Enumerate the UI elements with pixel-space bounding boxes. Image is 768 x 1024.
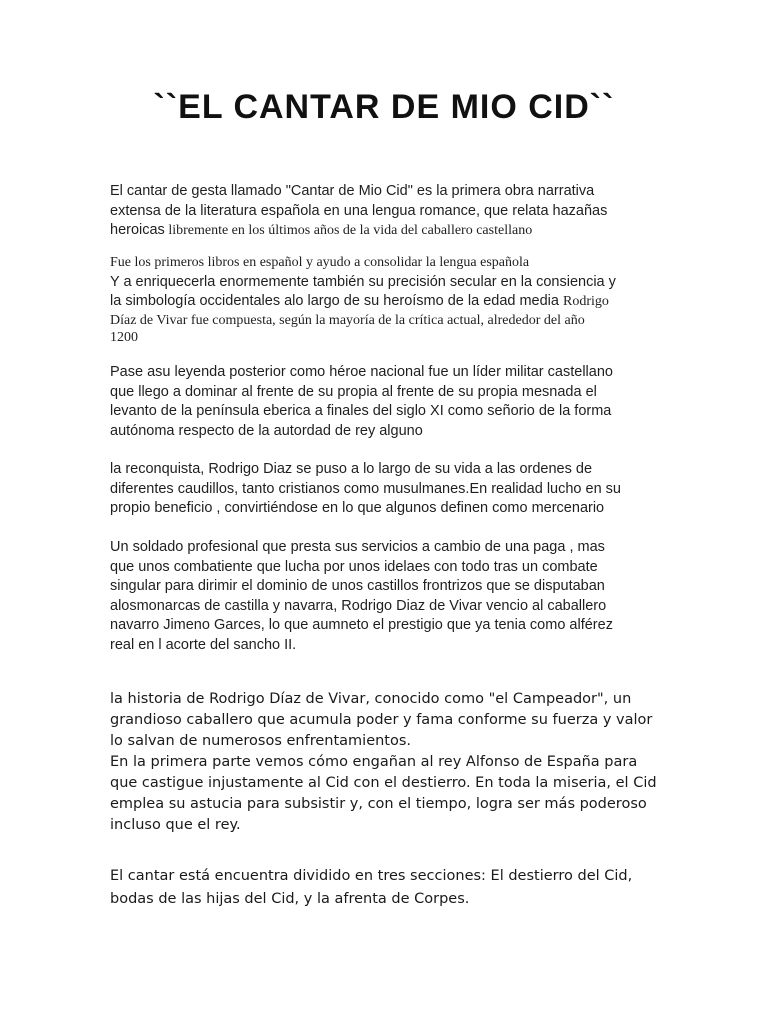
text-line: que llego a dominar al frente de su propia al frente de su propia mesnada el: [110, 383, 597, 400]
paragraph-soldier: [110, 538, 660, 655]
text-line: bodas de las hijas del Cid, y la afrenta de Corpes.: [110, 891, 470, 907]
text-line: El cantar está encuentra dividido en tres secciones: El destierro del Cid,: [110, 868, 633, 884]
text-line: navarro Jimeno Garces, lo que aumneto el prestigio que ya tenia como alférez: [110, 617, 613, 633]
text-line: Fue los primeros libros en español y ayudo a consolidar la lengua española: [110, 255, 530, 270]
paragraph-legend: [110, 363, 660, 441]
text-line: la historia de Rodrigo Díaz de Vivar, conocido como "el Campeador", un: [110, 691, 632, 707]
text-line: alosmonarcas de castilla y navarra, Rodrigo Diaz de Vivar vencio al caballero: [110, 597, 607, 614]
paragraph-intro: [110, 182, 660, 241]
text-span-serif: Rodrigo: [563, 294, 609, 309]
text-line: En la primera parte vemos cómo engañan al rey Alfonso de España para: [110, 754, 638, 770]
text-line: que unos combatiente que lucha por unos idelaes con todo tras un combate: [110, 558, 598, 575]
text-line: levanto de la península eberica a finales del siglo XI como señorio de la forma: [110, 403, 612, 419]
document-title: ``EL CANTAR DE MIO CID``: [153, 88, 615, 126]
text-line: emplea su astucia para subsistir y, con el tiempo, logra ser más poderoso: [110, 796, 647, 812]
text-line: autónoma respecto de la autordad de rey alguno: [110, 422, 423, 439]
paragraph-origins: [110, 253, 660, 346]
text-span-serif: libremente en los últimos años de la vida del caballero castellano: [164, 223, 533, 238]
paragraph-sections: [110, 865, 660, 911]
paragraph-reconquista: [110, 460, 660, 519]
text-line: propio beneficio , convirtiéndose en lo que algunos definen como mercenario: [110, 500, 605, 516]
text-line-mixed: [110, 221, 660, 241]
text-line: real en l acorte del sancho II.: [110, 636, 297, 653]
text-line: lo salvan de numerosos enfrentamientos.: [110, 733, 412, 749]
text-line: la reconquista, Rodrigo Diaz se puso a lo largo de su vida a las ordenes de: [110, 461, 593, 477]
text-line: El cantar de gesta llamado "Cantar de Mio Cid" es la primera obra narrativa: [110, 183, 595, 199]
text-line: 1200: [110, 329, 138, 345]
text-line-mixed: [110, 292, 660, 312]
text-line: Y a enriquecerla enormemente también su precisión secular en la consiencia y: [110, 273, 616, 290]
text-span: heroicas: [110, 222, 165, 238]
text-line: incluso que el rey.: [110, 817, 241, 833]
text-line: Un soldado profesional que presta sus servicios a cambio de una paga , mas: [110, 539, 605, 555]
text-line: Díaz de Vivar fue compuesta, según la mayoría de la crítica actual, alrededor del año: [110, 312, 585, 328]
text-line: extensa de la literatura española en una lengua romance, que relata hazañas: [110, 202, 608, 219]
text-span: la simbología occidentales alo largo de su heroísmo de la edad media: [110, 293, 563, 309]
text-line: Pase asu leyenda posterior como héroe nacional fue un líder militar castellano: [110, 364, 613, 380]
paragraph-story: [110, 689, 660, 836]
text-line: grandioso caballero que acumula poder y fama conforme su fuerza y valor: [110, 712, 653, 728]
text-line: que castigue injustamente al Cid con el destierro. En toda la miseria, el Cid: [110, 775, 657, 791]
text-line: singular para dirimir el dominio de unos castillos frontrizos que se disputaban: [110, 578, 605, 594]
text-line: diferentes caudillos, tanto cristianos como musulmanes.En realidad lucho en su: [110, 480, 621, 497]
